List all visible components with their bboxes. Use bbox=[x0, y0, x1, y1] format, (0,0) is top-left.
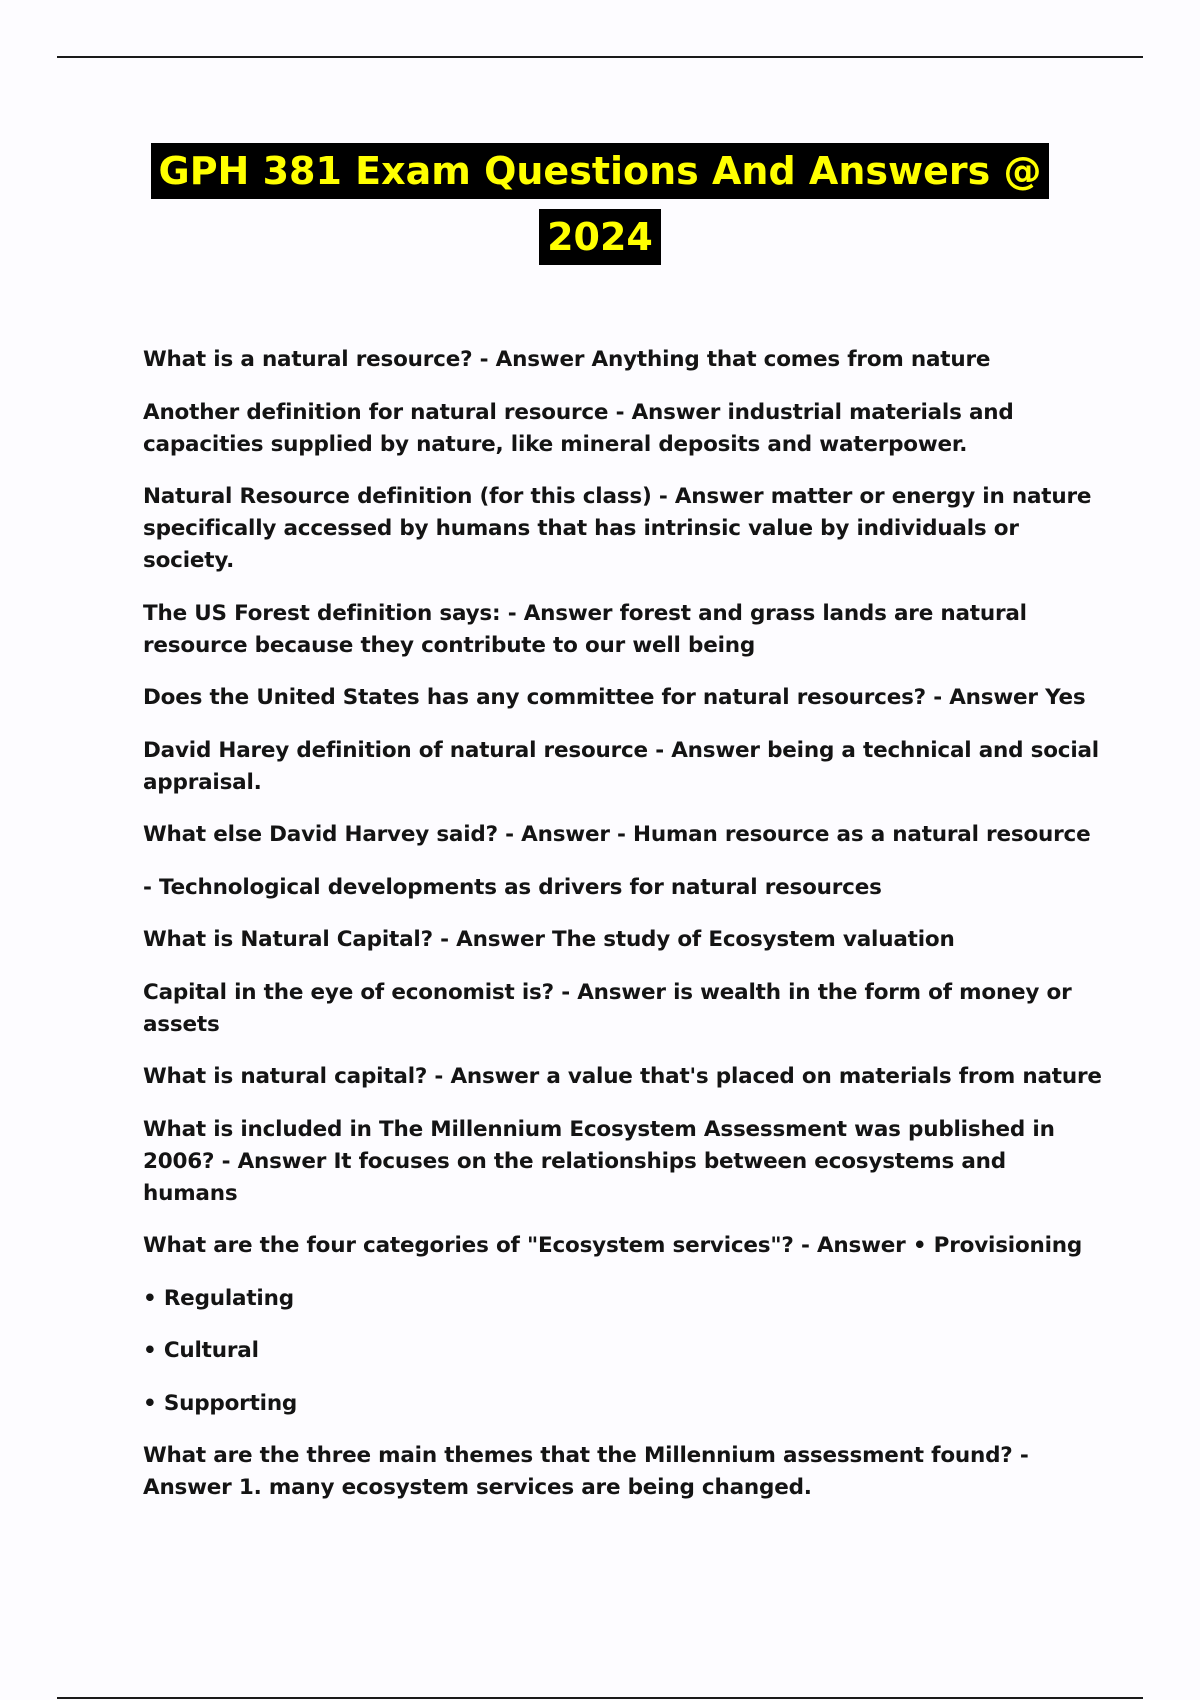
bottom-divider bbox=[57, 1697, 1143, 1699]
qa-item: • Supporting bbox=[143, 1390, 298, 1416]
page-title-line-2: 2024 bbox=[539, 209, 661, 265]
qa-item: What else David Harvey said? - Answer - Human resource as a natural resource bbox=[143, 822, 1091, 847]
qa-item: Natural Resource definition (for this class) - Answer matter or energy in nature specifically accessed by humans that has intrinsic value by individuals or society. bbox=[143, 484, 1092, 573]
qa-item: - Technological developments as drivers for natural resources bbox=[143, 874, 882, 900]
qa-item: What is natural capital? - Answer a value that's placed on materials from nature bbox=[143, 1064, 1102, 1089]
title-block bbox=[0, 143, 1200, 265]
top-divider bbox=[57, 56, 1143, 58]
page-title-line-1: GPH 381 Exam Questions And Answers @ bbox=[151, 143, 1050, 199]
qa-item: • Cultural bbox=[143, 1338, 259, 1363]
qa-list bbox=[143, 344, 1103, 1525]
qa-item: David Harey definition of natural resource - Answer being a technical and social appraisal. bbox=[143, 737, 1099, 795]
qa-item: What is a natural resource? - Answer Anything that comes from nature bbox=[143, 347, 991, 372]
qa-item: Another definition for natural resource - Answer industrial materials and capacities supplied by nature, like mineral deposits and waterpower. bbox=[143, 399, 1014, 457]
qa-item: Capital in the eye of economist is? - Answer is wealth in the form of money or assets bbox=[143, 979, 1072, 1037]
qa-item: The US Forest definition says: - Answer forest and grass lands are natural resource because they contribute to our well being bbox=[143, 600, 1027, 658]
qa-item: What is Natural Capital? - Answer The study of Ecosystem valuation bbox=[143, 927, 955, 952]
qa-item: What are the three main themes that the Millennium assessment found? - Answer 1. many ecosystem services are being changed. bbox=[143, 1443, 1029, 1500]
qa-item: Does the United States has any committee for natural resources? - Answer Yes bbox=[143, 685, 1086, 710]
qa-item: • Regulating bbox=[143, 1285, 294, 1311]
qa-item: What are the four categories of "Ecosystem services"? - Answer • Provisioning bbox=[143, 1233, 1083, 1258]
qa-item: What is included in The Millennium Ecosystem Assessment was published in 2006? - Answer It focuses on the relationships between ecosystems and humans bbox=[143, 1116, 1055, 1206]
